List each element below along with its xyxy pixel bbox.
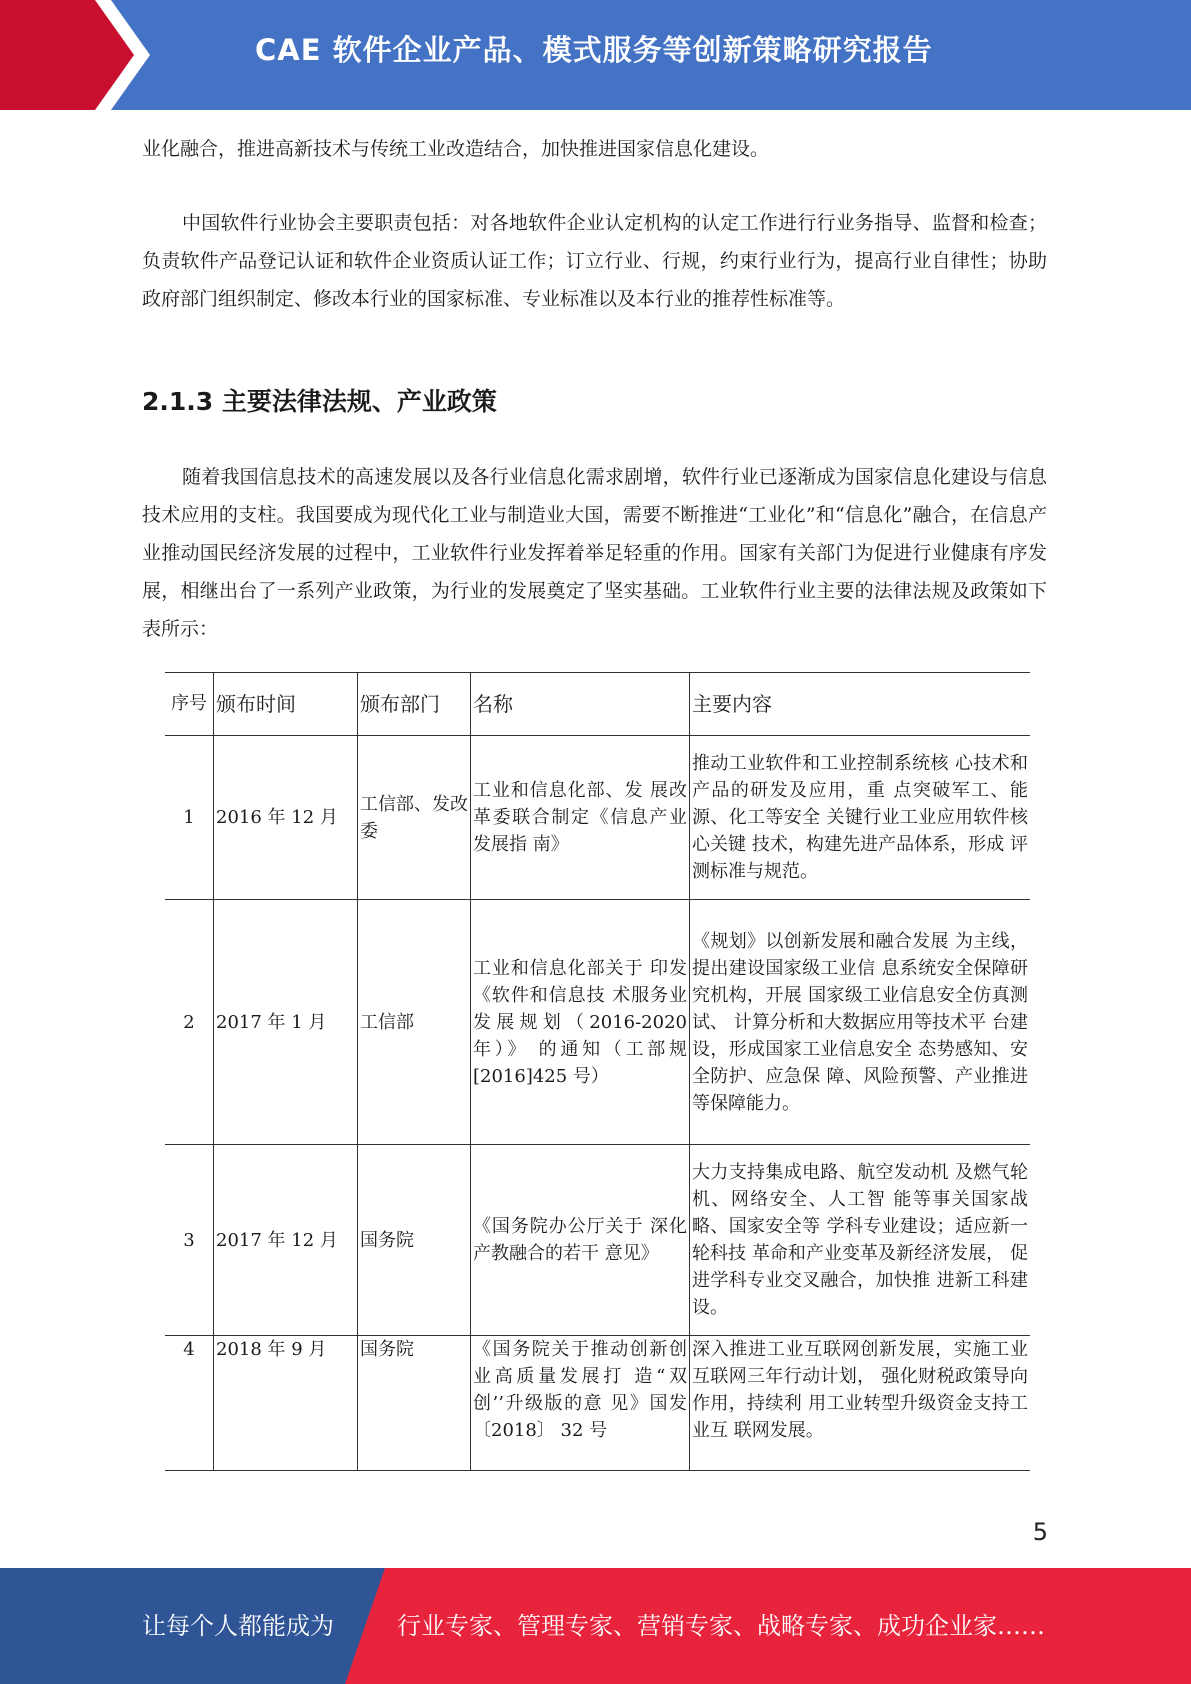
page-footer: [0, 1568, 1191, 1684]
cell-date: 2017 年 1 月: [214, 900, 358, 1145]
policy-table-wrapper: [165, 672, 1030, 1471]
table-row: [165, 900, 1030, 1145]
cell-content: 大力支持集成电路、航空发动机 及燃气轮机、网络安全、人工智 能等事关国家战略、国家安全等 学科专业建设；适应新一轮科技 革命和产业变革及新经济发展， 促进学科专业交叉融合，加快推 进新工科建设。: [690, 1145, 1031, 1336]
cell-no: 1: [165, 736, 214, 900]
cell-dept: 工信部: [358, 900, 471, 1145]
table-header-row: [165, 673, 1030, 736]
header-name: 名称: [471, 673, 690, 736]
paragraph-2: 中国软件行业协会主要职责包括：对各地软件企业认定机构的认定工作进行行业务指导、监督和检查；负责软件产品登记认证和软件企业资质认证工作；订立行业、行规，约束行业行为，提高行业自律性；协助政府部门组织制定、修改本行业的国家标准、专业标准以及本行业的推荐性标准等。: [142, 212, 1047, 310]
cell-date: 2016 年 12 月: [214, 736, 358, 900]
table-row: [165, 736, 1030, 900]
cell-date: 2018 年 9 月: [214, 1336, 358, 1471]
cell-no: 3: [165, 1145, 214, 1336]
cell-dept: 国务院: [358, 1336, 471, 1471]
cell-no: 4: [165, 1336, 214, 1471]
page-header: [0, 0, 1191, 110]
section-heading: 2.1.3 主要法律法规、产业政策: [142, 387, 497, 416]
cell-dept: 国务院: [358, 1145, 471, 1336]
table-row: [165, 1145, 1030, 1336]
cell-content: 《规划》以创新发展和融合发展 为主线，提出建设国家级工业信 息系统安全保障研究机构，开展 国家级工业信息安全仿真测试、 计算分析和大数据应用等技术平 台建设，形成国家工业信息安全 态势感知、安全防护、应急保 障、风险预警、产业推进等保障能力。: [690, 900, 1031, 1145]
header-dept: 颁布部门: [358, 673, 471, 736]
header-arrow-decoration: [0, 0, 170, 110]
report-title: CAE 软件企业产品、模式服务等创新策略研究报告: [255, 33, 933, 67]
footer-slogan-left: 让每个人都能成为: [142, 1612, 334, 1640]
page-number: 5: [1032, 1518, 1048, 1546]
footer-slogan-right: 行业专家、管理专家、营销专家、战略专家、成功企业家……: [397, 1612, 1045, 1640]
header-date: 颁布时间: [214, 673, 358, 736]
cell-date: 2017 年 12 月: [214, 1145, 358, 1336]
cell-no: 2: [165, 900, 214, 1145]
header-content: 主要内容: [690, 673, 1031, 736]
cell-content: 深入推进工业互联网创新发展，实施工业互联网三年行动计划， 强化财税政策导向作用，持续利 用工业转型升级资金支持工业互 联网发展。: [690, 1336, 1031, 1471]
paragraph-1: 业化融合，推进高新技术与传统工业改造结合，加快推进国家信息化建设。: [142, 138, 770, 160]
header-red-block: [0, 0, 150, 110]
paragraph-3: 随着我国信息技术的高速发展以及各行业信息化需求剧增，软件行业已逐渐成为国家信息化建设与信息技术应用的支柱。我国要成为现代化工业与制造业大国，需要不断推进“工业化”和“信息化”融合，在信息产业推动国民经济发展的过程中，工业软件行业发挥着举足轻重的作用。国家有关部门为促进行业健康有序发展，相继出台了一系列产业政策，为行业的发展奠定了坚实基础。工业软件行业主要的法律法规及政策如下表所示：: [142, 466, 1047, 640]
cell-name: 《国务院办公厅关于 深化产教融合的若干 意见》: [471, 1145, 690, 1336]
table-row: [165, 1336, 1030, 1471]
cell-content: 推动工业软件和工业控制系统核 心技术和产品的研发及应用，重 点突破军工、能源、化工等安全 关键行业工业应用软件核心关键 技术，构建先进产品体系，形成 评测标准与规范。: [690, 736, 1031, 900]
header-no: 序号: [165, 673, 214, 736]
policy-table: [165, 672, 1030, 1471]
cell-name: 《国务院关于推动创新创业高质量发展打 造“双创’’升级版的意 见》国发〔2018〕 32 号: [471, 1336, 690, 1471]
cell-name: 工业和信息化部关于 印发《软件和信息技 术服务业发展规划（2016-2020 年）》 的通知（工部规 [2016]425 号）: [471, 900, 690, 1145]
cell-name: 工业和信息化部、发 展改革委联合制定《信息产业发展指 南》: [471, 736, 690, 900]
cell-dept: 工信部、发改委: [358, 736, 471, 900]
